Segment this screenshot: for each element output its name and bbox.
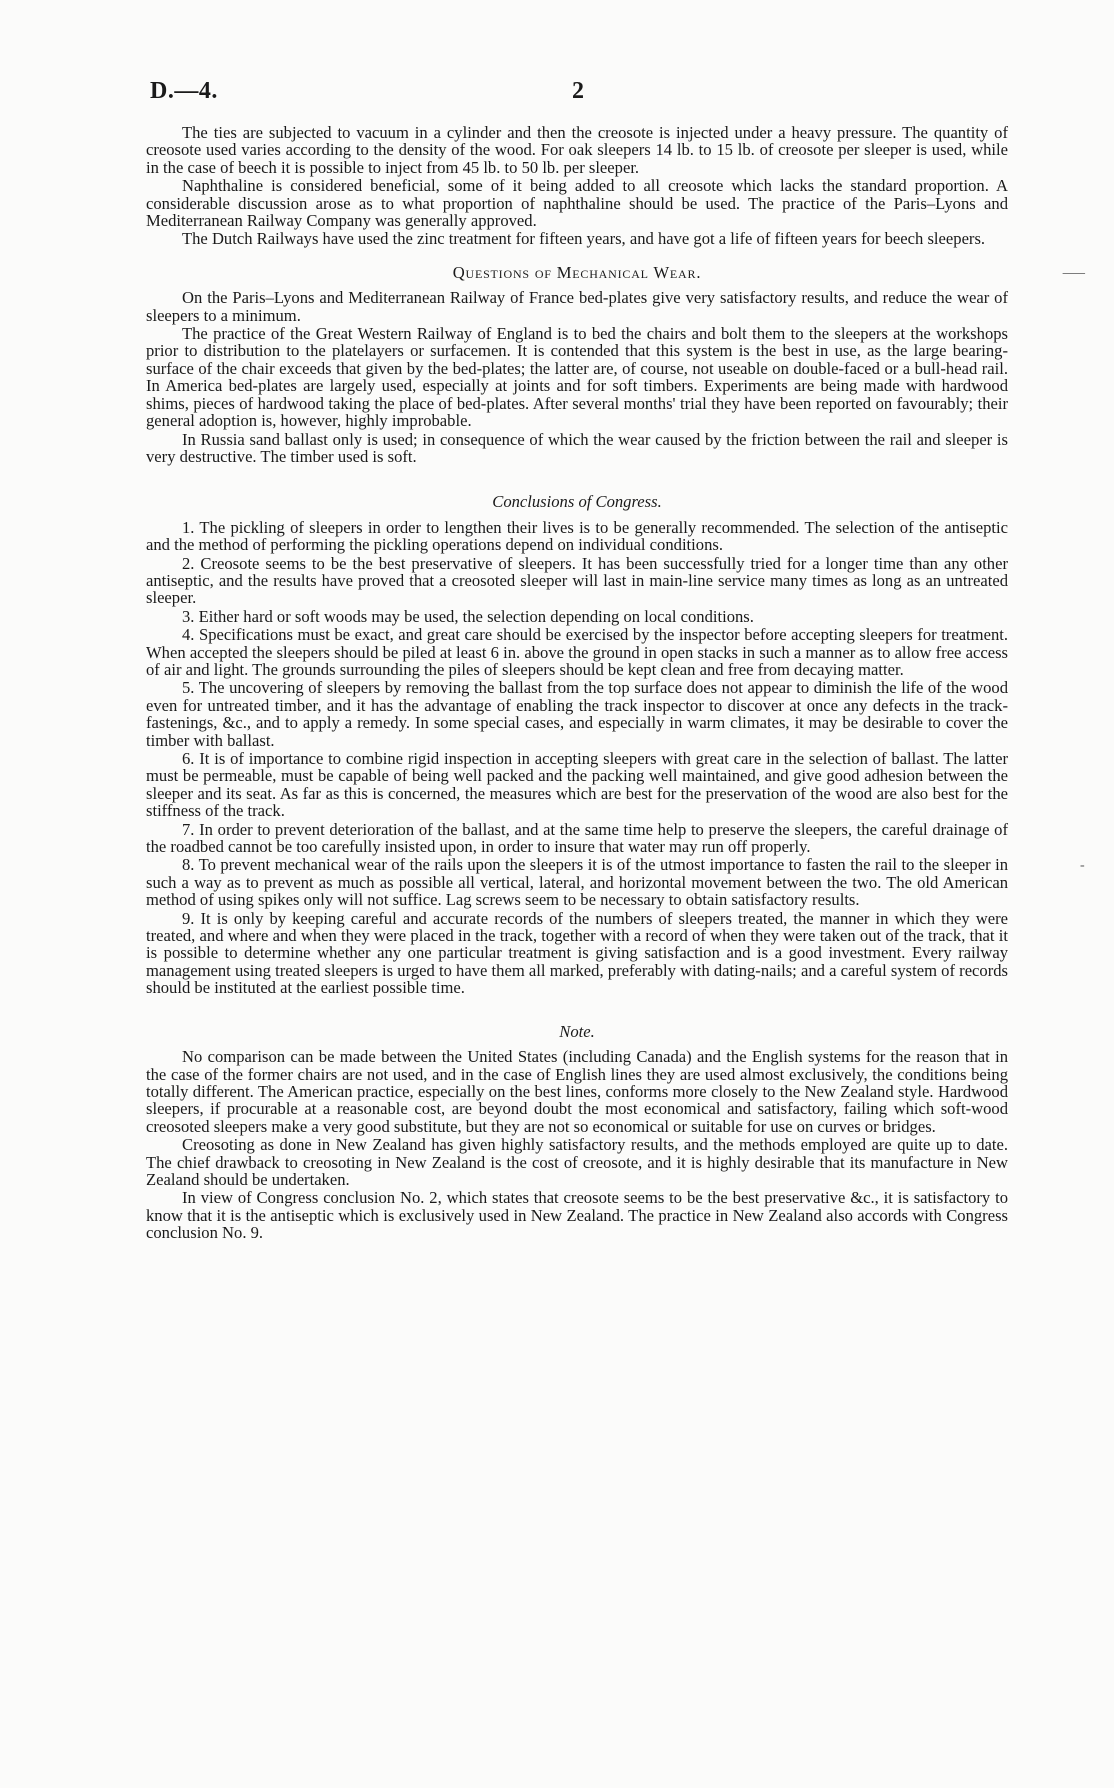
conclusion-item: 3. Either hard or soft woods may be used, the selection depending on local conditions. [182,606,754,626]
body-text [146,124,1008,1243]
mechanical-paragraph: On the Paris–Lyons and Mediterranean Railway of France bed-plates give very satisfactory results, and reduce the wear of sleepers to a minimum. [146,288,1008,325]
intro-paragraph: The Dutch Railways have used the zinc treatment for fifteen years, and have got a life of fifteen years for beech sleepers. [182,229,986,249]
mechanical-paragraph: In Russia sand ballast only is used; in consequence of which the wear caused by the friction between the rail and sleeper is very destructive. The timber used is soft. [146,429,1008,466]
intro-paragraph: Naphthaline is considered beneficial, some of it being added to all creosote which lacks the standard proportion. A considerable discussion arose as to what proportion of naphthaline should be used. The practice of the Paris–Lyons and Mediterranean Railway Company was generally approved. [146,176,1008,231]
conclusion-item: 8. To prevent mechanical wear of the rails upon the sleepers it is of the utmost importance to fasten the rail to the sleeper in such a way as to prevent as much as possible all vertical, lateral, and horizontal movement between the two. The old American method of using spikes only will not suffice. Lag screws seem to be necessary to obtain satisfactory results. [146,855,1008,910]
section-heading-mechanical-wear: Questions of Mechanical Wear. [452,262,702,282]
note-paragraph: In view of Congress conclusion No. 2, which states that creosote seems to be the best preservative &c., it is satisfactory to know that it is the antiseptic which is exclusively used in New Zealand. The practice in New Zealand also accords with Congress conclusion No. 9. [146,1188,1008,1243]
document-code: D.—4. [150,78,218,104]
mechanical-paragraph: The practice of the Great Western Railway of England is to bed the chairs and bolt them to the sleepers at the workshops prior to distribution to the platelayers or surfacemen. It is contended that this system is the best in use, as the large bearing-surface of the chair exceeds that given by the bed-plates; the latter are, of course, not useable on double-faced or a bull-head rail. In America bed-plates are largely used, especially at joints and for soft timbers. Experiments are being made with hardwood shims, pieces of hardwood taking the place of bed-plates. After several months' trial they have been reported on favourably; their general adoption is, however, highly improbable. [146,324,1008,431]
conclusion-item: 5. The uncovering of sleepers by removing the ballast from the top surface does not appear to diminish the life of the wood even for untreated timber, and it has the advantage of enabling the track inspector to discover at once any defects in the track-fastenings, &c., and to apply a remedy. In some special cases, and especially in warm climates, it may be desirable to cover the timber with ballast. [146,678,1008,750]
conclusion-item: 4. Specifications must be exact, and great care should be exercised by the inspector before accepting sleepers for treatment. When accepted the sleepers should be piled at least 6 in. above the ground in open stacks in such a manner as to allow free access of air and light. The grounds surrounding the piles of sleepers should be kept clean and free from decaying matter. [146,625,1008,679]
note-paragraph: No comparison can be made between the United States (including Canada) and the English systems for the reason that in the case of the former chairs are not used, and in the case of English lines they are used almost exclusively, the conditions being totally different. The American practice, especially on the best lines, conforms more closely to the New Zealand style. Hardwood sleepers, if procurable at a reasonable cost, are beyond doubt the most economical and satisfactory, failing which soft-wood creosoted sleepers make a very good substitute, but they are not so economical or suitable for use on curves or bridges. [146,1047,1008,1136]
section-heading-note: Note. [559,1021,595,1041]
margin-mark-icon: ‐ [1080,858,1085,873]
conclusion-item: 7. In order to prevent deterioration of the ballast, and at the same time help to preserve the sleepers, the careful drainage of the roadbed cannot be too carefully insisted upon, in order to insure that water may run off properly. [146,819,1008,857]
section-heading-conclusions: Conclusions of Congress. [492,492,662,512]
conclusion-item: 6. It is of importance to combine rigid inspection in accepting sleepers with great care in the selection of ballast. The latter must be permeable, must be capable of being well packed and the packing well maintained, and give good adhesion between the sleeper and its seat. As far as this is concerned, the measures which are best for the preservation of the wood are also best for the stiffness of the track. [146,749,1008,821]
conclusion-item: 9. It is only by keeping careful and accurate records of the numbers of sleepers treated, the manner in which they were treated, and where and when they were placed in the track, together with a record of when they were taken out of the track, that it is possible to determine whether any one particular treatment is giving satisfaction and is a good investment. Every railway management using treated sleepers is urged to have them all marked, preferably with dating-nails; and a careful system of records should be instituted at the earliest possible time. [146,908,1008,998]
conclusion-item: 2. Creosote seems to be the best preservative of sleepers. It has been successfully tried for a longer time than any other antiseptic, and the results have proved that a creosoted sleeper will last in main-line service many times as long as an untreated sleeper. [146,553,1008,608]
conclusion-item: 1. The pickling of sleepers in order to lengthen their lives is to be generally recommended. The selection of the antiseptic and the method of performing the pickling operations depend on individual conditions. [146,517,1008,555]
note-paragraph: Creosoting as done in New Zealand has given highly satisfactory results, and the methods employed are quite up to date. The chief drawback to creosoting in New Zealand is the cost of creosote, and it is highly desirable that its manufacture in New Zealand should be undertaken. [146,1135,1008,1189]
intro-paragraph: The ties are subjected to vacuum in a cylinder and then the creosote is injected under a heavy pressure. The quantity of creosote used varies according to the density of the wood. For oak sleepers 14 lb. to 15 lb. of creosote per sleeper is used, while in the case of beech it is possible to inject from 45 lb. to 50 lb. per sleeper. [146,123,1008,177]
margin-mark-icon: ⸺ [1062,266,1086,281]
page-number: 2 [572,78,584,104]
